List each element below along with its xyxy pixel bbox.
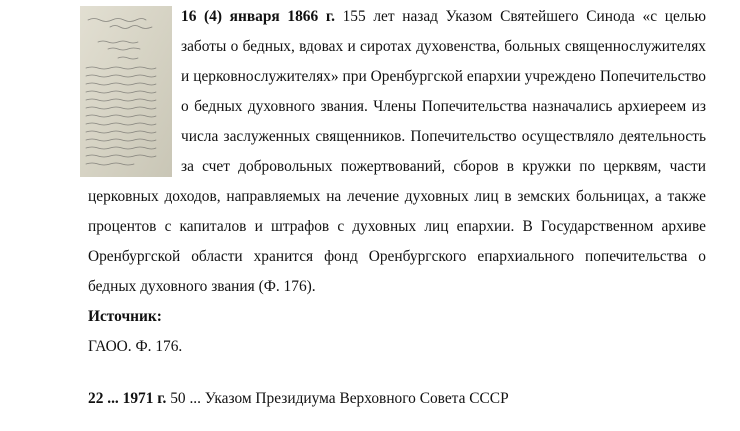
manuscript-image — [80, 6, 172, 177]
entry-1866-paragraph — [88, 2, 706, 302]
source-value: ГАОО. Ф. 176. — [88, 338, 183, 355]
entry-text: 155 лет назад Указом Святейшего Синода «с целью заботы о бедных, вдовах и сиротах духовенства, больных священнослужителях и церковнослужителях» при Оренбургской епархии учреждено Попечительство о бедных духовного звания. Члены Попечительства назначались архиереем из числа заслуженных священников. Попечительство осуществляло деятельность за счет добровольных пожертвований, сборов в кружки по церквям, части церковных доходов, направляемых на лечение духовных лиц в земских больницах, а также процентов с капиталов и штрафов с духовных лиц епархии. В Государственном архиве Оренбургской области хранится фонд Оренбургского епархиального попечительства о бедных духовного звания (Ф. 176). — [88, 8, 706, 295]
entry-1971-paragraph — [88, 384, 706, 414]
source-label: Источник: — [88, 308, 162, 325]
entry-date: 16 (4) января 1866 г. — [181, 8, 335, 25]
entry-text: 50 ... Указом Президиума Верховного Совета СССР — [166, 390, 509, 407]
document-page — [88, 2, 706, 414]
entry-date: 22 ... 1971 г. — [88, 390, 167, 407]
